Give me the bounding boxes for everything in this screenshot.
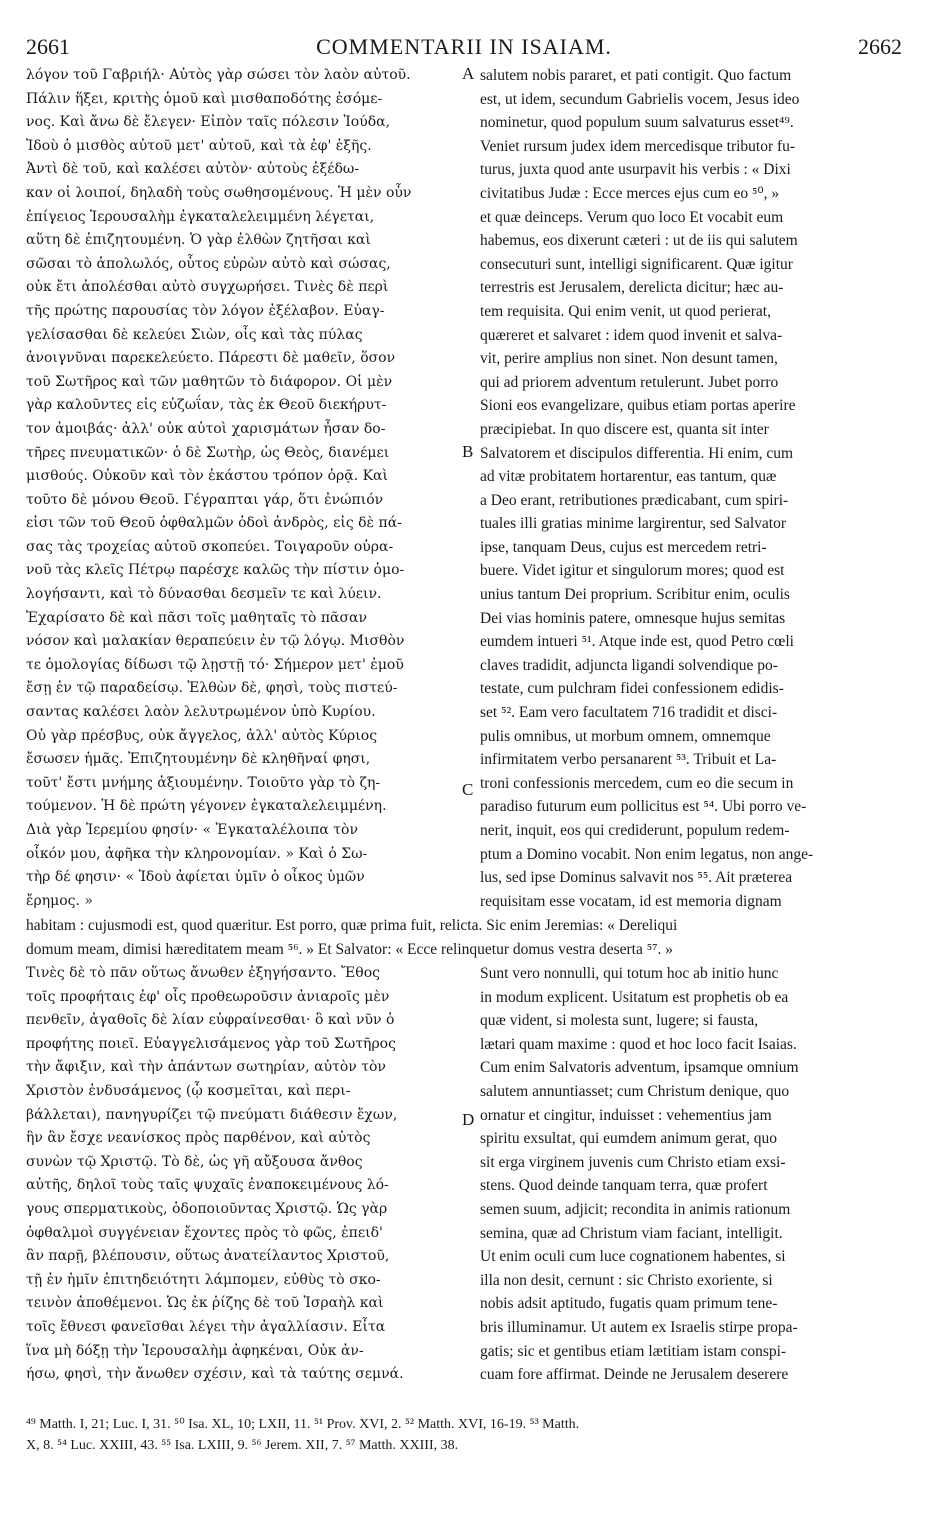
greek-line: οἶκόν μου, ἀφῆκα τὴν κληρονομίαν. » Καὶ ὁ Σω- bbox=[26, 845, 368, 862]
latin-line: ipse, tanquam Deus, cujus est mercedem retri- bbox=[480, 538, 767, 556]
greek-line: λογήσαντι, καὶ τὸ δύνασθαι δεσμεῖν τε καὶ λύειν. bbox=[26, 586, 382, 603]
greek-line: ὀφθαλμοὶ συγγένειαν ἔχοντες πρὸς τὸ φῶς, ἐπειδ' bbox=[26, 1224, 383, 1241]
latin-line: habemus, eos dixerunt cæteri : ut de iis qui salutem bbox=[480, 232, 798, 250]
greek-line: τοῦτο δὲ μόνου Θεοῦ. Γέγραπται γάρ, ὅτι ἐνώπιόν bbox=[26, 491, 384, 508]
greek-line: συνὼν τῷ Χριστῷ. Τὸ δὲ, ὡς γῆ αὔξουσα ἄνθος bbox=[26, 1153, 363, 1170]
latin-line: civitatibus Judæ : Ecce merces ejus cum eo ⁵⁰, » bbox=[480, 184, 780, 202]
greek-line: τοῖς προφήταις ἐφ' οἷς προθεωροῦσιν ἀνιαροῖς μὲν bbox=[26, 988, 390, 1005]
latin-line: Sunt vero nonnulli, qui totum hoc ab initio hunc bbox=[480, 965, 779, 982]
footnotes bbox=[26, 1414, 904, 1456]
latin-line: infirmitatem verbo persanarent ⁵³. Tribuit et La- bbox=[480, 751, 777, 769]
section-marker-a: A bbox=[462, 64, 475, 83]
greek-line: αὕτη δὲ ἐπιζητουμένη. Ὁ γὰρ ἐλθὼν ζητῆσαι καὶ bbox=[26, 232, 371, 249]
latin-line: nominetur, quod populum suum salvaturus esset⁴⁹. bbox=[480, 114, 794, 132]
latin-line: vit, perire amplius non sinet. Non desunt tamen, bbox=[480, 350, 778, 368]
full-width-line: domum meam, dimisi hæreditatem meam ⁵⁶. » Et Salvator: « Ecce relinquetur domus vestra deserta ⁵⁷. » bbox=[26, 940, 674, 958]
greek-line: Τινὲς δὲ τὸ πᾶν οὕτως ἄνωθεν ἐξηγήσαντο. Ἔθος bbox=[26, 965, 380, 981]
greek-line: γὰρ καλοῦντες εἰς εὐζωΐαν, τὰς ἐκ Θεοῦ διεκήρυτ- bbox=[26, 397, 387, 414]
latin-line: Salvatorem et discipulos differentia. Hi enim, cum bbox=[480, 444, 794, 462]
latin-line: stens. Quod deinde tanquam terra, quæ profert bbox=[480, 1177, 768, 1195]
latin-line: ornatur et cingitur, induisset : vehementius jam bbox=[480, 1106, 772, 1124]
latin-line: tem requisita. Qui enim venit, ut quod perierat, bbox=[480, 302, 771, 320]
greek-line: ἀνοιγνῦναι παρεκελεύετο. Πάρεστι δὲ μαθεῖν, ὅσον bbox=[26, 350, 396, 367]
latin-line: semina, quæ ad Christum viam faciant, intelligit. bbox=[480, 1224, 783, 1242]
latin-line: ad vitæ probitatem hortarentur, eas tantum, quæ bbox=[480, 468, 777, 486]
latin-line: illa non desit, cernunt : sic Christo exoriente, si bbox=[480, 1271, 773, 1289]
greek-line: τεινὸν ἀποθέμενοι. Ὡς ἐκ ῥίζης δὲ τοῦ Ἰσραὴλ καὶ bbox=[26, 1295, 384, 1312]
section-marker-c: C bbox=[462, 780, 474, 799]
greek-line: ἔρημος. » bbox=[26, 892, 93, 909]
greek-column-bottom bbox=[26, 962, 456, 1387]
latin-line: lætari quam maxime : quod et hoc loco facit Isaias. bbox=[480, 1035, 797, 1053]
greek-line: μισθούς. Οὐκοῦν καὶ τὸν ἑκάστου τρόπον ὁρᾷ. Καὶ bbox=[26, 468, 388, 485]
running-header bbox=[26, 34, 902, 60]
greek-line: νοῦ τὰς κλεῖς Πέτρῳ παρέσχε καλῶς τὴν πίστιν ὁμο- bbox=[26, 562, 405, 579]
greek-line: καν οἱ λοιποί, δηλαδὴ τοὺς σωθησομένους. Ἡ μὲν οὖν bbox=[26, 184, 412, 201]
greek-line: ήσω, φησὶ, τὴν ἄνωθεν σχέσιν, καὶ τὰ ταύτης σεμνά. bbox=[26, 1366, 404, 1383]
latin-line: lus, sed ipse Dominus salvavit nos ⁵⁵. Ait præterea bbox=[480, 869, 793, 887]
greek-line: τῆς πρώτης παρουσίας τὸν λόγον ἐξέλαβον. Εὐαγ- bbox=[26, 302, 385, 319]
greek-line: τοῦτ' ἔστι μνήμης ἀξιουμένην. Τοιοῦτο γὰρ τὸ ζη- bbox=[26, 774, 381, 791]
latin-line: bris illuminamur. Ut autem ex Israelis stirpe propa- bbox=[480, 1318, 798, 1336]
latin-line: unius tantum Dei proprium. Scribitur enim, oculis bbox=[480, 586, 790, 604]
greek-line: ἔσῃ ἐν τῷ παραδείσῳ. Ἐλθὼν δὲ, φησὶ, τοὺς πιστεύ- bbox=[26, 680, 398, 697]
greek-line: γελίσασθαι δὲ κελεύει Σιὼν, οἷς καὶ τὰς πύλας bbox=[26, 326, 363, 343]
latin-line: Veniet rursum judex idem mercedisque tributor fu- bbox=[480, 137, 796, 155]
latin-line: præcipiebat. In quo discere est, quanta sit inter bbox=[480, 420, 769, 438]
greek-line: βάλλεται), πανηγυρίζει τῷ πνεύματι διάθεσιν ἔχων, bbox=[26, 1106, 398, 1123]
greek-column-top bbox=[26, 64, 456, 913]
greek-line: Πάλιν ἥξει, κριτὴς ὁμοῦ καὶ μισθαποδότης ἐσόμε- bbox=[26, 90, 383, 107]
section-marker-b: B bbox=[462, 442, 474, 461]
latin-line: qui ad priorem adventum retulerunt. Jubet porro bbox=[480, 373, 779, 391]
latin-line: est, ut idem, secundum Gabrielis vocem, Jesus ideo bbox=[480, 90, 800, 108]
greek-line: νόσον καὶ μαλακίαν θεραπεύειν ἐν τῷ λόγῳ. Μισθὸν bbox=[26, 633, 405, 650]
latin-line: eumdem intueri ⁵¹. Atque inde est, quod Petro cœli bbox=[480, 633, 794, 651]
greek-line: ἔσωσεν ἡμᾶς. Ἐπιζητουμένην δὲ κληθῆναί φησι, bbox=[26, 751, 371, 768]
greek-line: γους σπερματικοὺς, ὁδοποιοῦντας Χριστῷ. Ὡς γὰρ bbox=[26, 1200, 388, 1217]
latin-line: semen suum, adjicit; recondita in animis rationum bbox=[480, 1200, 791, 1218]
latin-line: set ⁵². Eam vero facultatem 716 tradidit et disci- bbox=[480, 704, 778, 722]
greek-line: Ἐχαρίσατο δὲ καὶ πᾶσι τοῖς μαθηταῖς τὸ πᾶσαν bbox=[26, 609, 368, 626]
greek-line: τούμενον. Ἡ δὲ πρώτη γέγονεν ἐγκαταλελειμμένη. bbox=[26, 798, 387, 815]
greek-line: Διὰ γὰρ Ἱερεμίου φησίν· « Ἐγκαταλέλοιπα τὸν bbox=[26, 822, 358, 838]
greek-line: Χριστὸν ἐνδυσάμενος (ᾧ κοσμεῖται, καὶ περι- bbox=[26, 1082, 351, 1099]
greek-line: πενθεῖν, ἀγαθοῖς δὲ λίαν εὐφραίνεσθαι· ὃ καὶ νῦν ὁ bbox=[26, 1012, 395, 1029]
greek-line: τον ἀμοιβάς· ἀλλ' οὐκ αὐτοὶ χαρισμάτων ἦσαν δο- bbox=[26, 420, 386, 437]
latin-line: tuales illi gratias minime largirentur, sed Salvator bbox=[480, 515, 787, 533]
greek-line: τὴν ἄφιξιν, καὶ τὴν ἁπάντων σωτηρίαν, αὐτὸν τὸν bbox=[26, 1059, 386, 1076]
greek-line: τῇ ἐν ἡμῖν ἐπιτηδειότητι λάμπομεν, εὐθὺς τὸ σκο- bbox=[26, 1271, 381, 1288]
footnote-line: X, 8. ⁵⁴ Luc. XXIII, 43. ⁵⁵ Isa. LXIII, 9. ⁵⁶ Jerem. XII, 7. ⁵⁷ Matth. XXIII, 38. bbox=[26, 1438, 459, 1453]
greek-line: τοῦ Σωτῆρος καὶ τῶν μαθητῶν τὸ διάφορον. Οἱ μὲν bbox=[26, 373, 393, 390]
greek-line: εἰσι τῶν τοῦ Θεοῦ ὀφθαλμῶν ὁδοὶ ἀνδρὸς, εἰς δὲ πά- bbox=[26, 515, 402, 532]
latin-line: turus, juxta quod ante usurpavit his verbis : « Dixi bbox=[480, 161, 791, 179]
latin-line: ptum a Domino vocabit. Non enim legatus, non ange- bbox=[480, 845, 814, 863]
latin-line: et quæ deinceps. Verum quo loco Et vocabit eum bbox=[480, 208, 784, 226]
page-number-left: 2661 bbox=[26, 34, 70, 59]
greek-line: νος. Καὶ ἄνω δὲ ἔλεγεν· Εἰπὸν ταῖς πόλεσιν Ἰούδα, bbox=[26, 114, 391, 131]
greek-line: Οὐ γὰρ πρέσβυς, οὐκ ἄγγελος, ἀλλ' αὐτὸς Κύριος bbox=[26, 727, 378, 744]
latin-line: consecuturi sunt, intelligi significarent. Quæ igitur bbox=[480, 255, 793, 273]
latin-column-bottom bbox=[480, 962, 904, 1387]
full-width-line: habitam : cujusmodi est, quod quæritur. Est porro, quæ prima fuit, relicta. Sic enim Jeremias: « Dereliqui bbox=[26, 917, 678, 934]
latin-line: salutem nobis pararet, et pati contigit. Quo factum bbox=[480, 67, 792, 84]
latin-line: terrestris est Jerusalem, derelicta dicitur; hæc au- bbox=[480, 279, 784, 297]
greek-line: τῆρες πνευματικῶν· ὁ δὲ Σωτὴρ, ὡς Θεὸς, διανέμει bbox=[26, 444, 390, 461]
greek-line: σαντας καλέσει λαὸν λελυτρωμένον ὑπὸ Κυρίου. bbox=[26, 704, 376, 721]
latin-line: spiritu exsultat, qui eumdem animum gerat, quo bbox=[480, 1130, 778, 1148]
greek-line: τε ὁμολογίας δίδωσι τῷ λῃστῇ τό· Σήμερον μετ' ἐμοῦ bbox=[26, 656, 404, 673]
latin-line: Cum enim Salvatoris adventum, ipsamque omnium bbox=[480, 1059, 799, 1077]
footnote-line: ⁴⁹ Matth. I, 21; Luc. I, 31. ⁵⁰ Isa. XL, 10; LXII, 11. ⁵¹ Prov. XVI, 2. ⁵² Matth. XVI, 16-19. ⁵³ Matth. bbox=[26, 1417, 580, 1432]
greek-line: τὴρ δέ φησιν· « Ἰδοὺ ἀφίεται ὑμῖν ὁ οἶκος ὑμῶν bbox=[26, 869, 365, 886]
latin-column-top bbox=[480, 64, 904, 913]
latin-line: quæ vident, si molesta sunt, lugere; si fausta, bbox=[480, 1012, 759, 1030]
greek-line: λόγον τοῦ Γαβριήλ· Αὐτὸς γὰρ σώσει τὸν λαὸν αὐτοῦ. bbox=[26, 67, 411, 83]
greek-line: Ἰδοὺ ὁ μισθὸς αὐτοῦ μετ' αὐτοῦ, καὶ τὰ ἐφ' ἑξῆς. bbox=[26, 137, 372, 154]
latin-line: Dei vias hominis patere, omnesque hujus semitas bbox=[480, 609, 786, 627]
latin-line: requisitam esse vocatam, id est memoria dignam bbox=[480, 892, 782, 910]
latin-line: buere. Videt igitur et singulorum mores; quod est bbox=[480, 562, 785, 580]
greek-line: ἐπίγειος Ἱερουσαλὴμ ἐγκαταλελειμμένη λέγεται, bbox=[26, 208, 375, 225]
latin-line: paradiso futurum eum pollicitus est ⁵⁴. Ubi porro ve- bbox=[480, 798, 807, 816]
latin-line: in modum explicent. Usitatum est prophetis ob ea bbox=[480, 988, 789, 1006]
greek-line: οὐκ ἔτι ἀπολέσθαι αὐτὸ συγχωρήσει. Τινὲς δὲ περὶ bbox=[26, 279, 389, 296]
greek-line: προφήτης ποιεῖ. Εὐαγγελισάμενος γὰρ τοῦ Σωτῆρος bbox=[26, 1035, 396, 1052]
full-width-text bbox=[26, 914, 904, 961]
latin-line: nobis adsit aptitudo, fugatis quam primum tene- bbox=[480, 1295, 778, 1313]
page-number-right: 2662 bbox=[858, 34, 902, 59]
greek-line: σῶσαι τὸ ἀπολωλός, οὗτος εὑρὼν αὐτὸ καὶ σώσας, bbox=[26, 255, 391, 272]
latin-line: pulis omnibus, ut morbum omnem, omnemque bbox=[480, 727, 771, 745]
latin-line: testate, cum pulchram fidei confessionem edidis- bbox=[480, 680, 784, 698]
latin-line: sit erga virginem juvenis cum Christo etiam exsi- bbox=[480, 1153, 786, 1171]
latin-line: a Deo erant, retributiones prædicabant, cum spiri- bbox=[480, 491, 789, 509]
greek-line: σας τὰς τροχείας αὐτοῦ σκοπεύει. Τοιγαροῦν οὐρα- bbox=[26, 538, 394, 555]
latin-line: Sioni eos evangelizare, quibus etiam portas aperire bbox=[480, 397, 796, 415]
latin-line: troni confessionis mercedem, cum eo die secum in bbox=[480, 774, 794, 792]
section-marker-d: D bbox=[462, 1110, 475, 1129]
latin-line: nerit, inquit, eos qui crediderunt, populum redem- bbox=[480, 822, 790, 839]
greek-line: ἵνα μὴ δόξῃ τὴν Ἱερουσαλὴμ ἀφηκέναι, Οὐκ ἀν- bbox=[26, 1342, 364, 1359]
greek-line: ἂν παρῇ, βλέπουσιν, οὕτως ἀνατείλαντος Χριστοῦ, bbox=[26, 1248, 390, 1265]
latin-line: salutem annuntiasset; cum Christum denique, quo bbox=[480, 1082, 790, 1100]
running-title: COMMENTARII IN ISAIAM. bbox=[316, 34, 612, 59]
greek-line: Ἀντὶ δὲ τοῦ, καὶ καλέσει αὐτὸν· αὐτοὺς ἐξέδω- bbox=[26, 161, 360, 178]
greek-line: αὐτῆς, δηλοῖ τοὺς ταῖς ψυχαῖς ἐναποκειμένους λό- bbox=[26, 1177, 389, 1194]
latin-line: quæreret et salvaret : idem quod invenit et salva- bbox=[480, 326, 783, 344]
latin-line: Ut enim oculi cum luce cognationem habentes, si bbox=[480, 1248, 786, 1266]
latin-line: gatis; sic et gentibus etiam lætitiam istam conspi- bbox=[480, 1342, 787, 1360]
latin-line: claves tradidit, adjuncta ligandi solvendique po- bbox=[480, 656, 778, 674]
greek-line: ἣν ἂν ἔσχε νεανίσκος πρὸς παρθένον, καὶ αὐτὸς bbox=[26, 1130, 371, 1147]
latin-line: cuam fore affirmat. Deinde ne Jerusalem deserere bbox=[480, 1366, 789, 1384]
greek-line: τοῖς ἔθνεσι φανεῖσθαι λέγει τὴν ἀγαλλίασιν. Εἶτα bbox=[26, 1318, 386, 1335]
